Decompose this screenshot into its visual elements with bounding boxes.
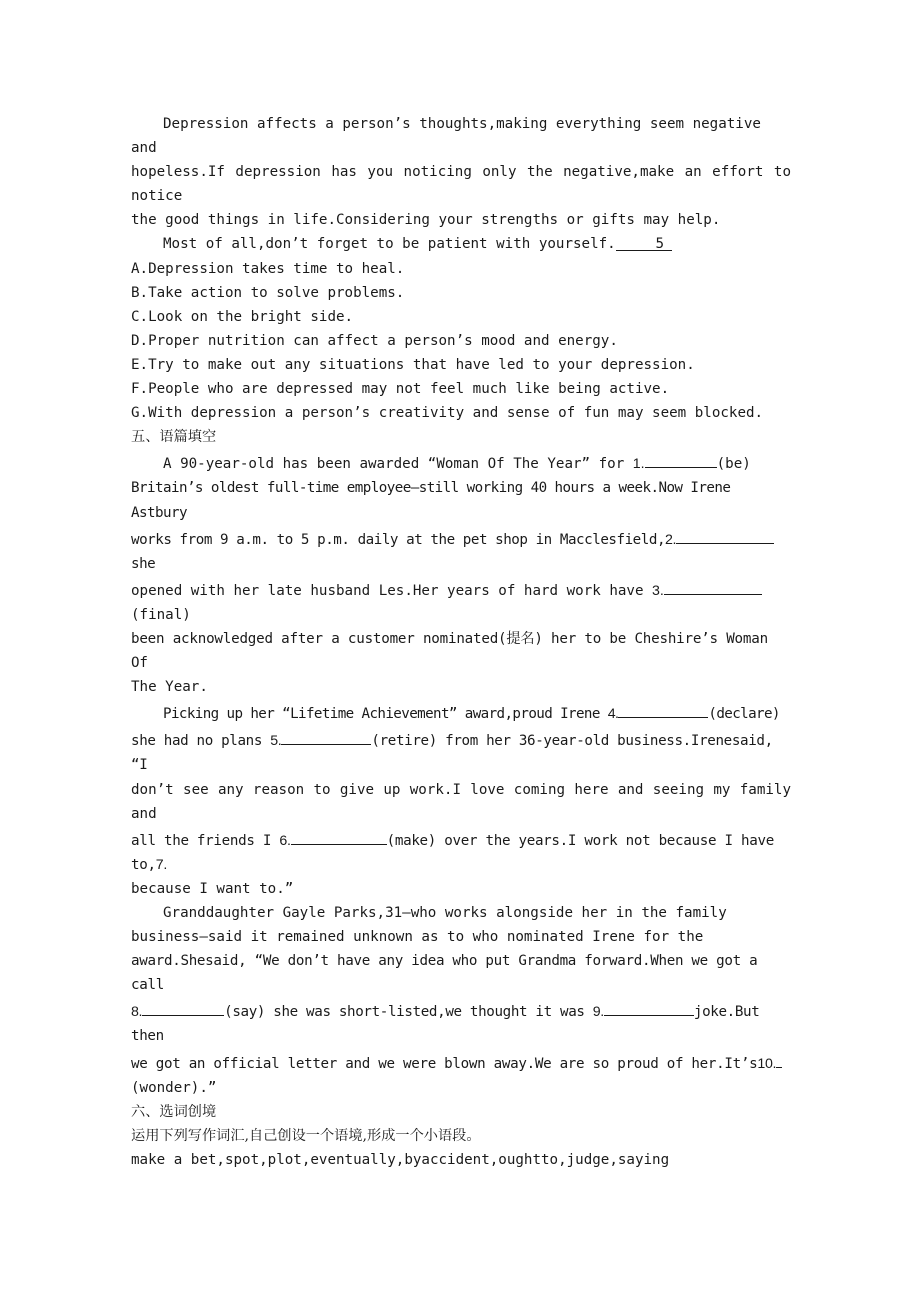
cloze-line — [131, 726, 791, 777]
option-item: F.People who are depressed may not feel much like being active. — [131, 381, 670, 398]
cloze-text: she — [131, 555, 156, 572]
answer-blank-1[interactable] — [645, 449, 717, 468]
cloze-hint: (declare) — [708, 706, 780, 723]
cloze-line — [131, 699, 791, 726]
cloze-text: opened with her late husband Les.Her years of hard work have — [131, 582, 653, 599]
cloze-line: been acknowledged after a customer nominated(提名) her to be Cheshire’s Woman Of — [131, 630, 768, 672]
cloze-text: all the friends I — [131, 832, 280, 849]
cloze-hint: (final) — [131, 606, 191, 623]
cloze-line: business—said it remained unknown as to who nominated Irene for the — [131, 929, 704, 946]
cloze-line — [131, 826, 791, 877]
cloze-text: works from 9 a.m. to 5 p.m. daily at the pet shop in Macclesfield, — [131, 531, 666, 548]
option-item: A.Depression takes time to heal. — [131, 260, 405, 277]
blank-number: 10. — [757, 1055, 777, 1072]
blank-number: 4. — [607, 706, 619, 723]
vocabulary-list: make a bet,spot,plot,eventually,byaccident,oughtto,judge,saying — [131, 1151, 670, 1168]
cloze-line: Britain’s oldest full-time employee—still working 40 hours a week.Now Irene Astbury — [131, 480, 731, 521]
cloze-hint: (retire) from her 36-year-old business.Irenesaid, “I — [131, 733, 773, 774]
cloze-hint: (be) — [716, 456, 751, 473]
reading-paragraph-line: Depression affects a person’s thoughts,making everything seem negative and — [131, 116, 761, 157]
answer-blank-4[interactable] — [618, 699, 708, 718]
reading-paragraph-text: Most of all,don’t forget to be patient with yourself. — [163, 236, 616, 253]
answer-blank-2[interactable] — [676, 525, 774, 544]
option-item: E.Try to make out any situations that have led to your depression. — [131, 356, 695, 373]
blank-number: 2. — [665, 531, 676, 548]
cloze-line: The Year. — [131, 679, 208, 696]
answer-blank-9[interactable] — [604, 997, 694, 1016]
reading-paragraph-line: hopeless.If depression has you noticing only the negative,make an effort to notice — [131, 164, 791, 205]
answer-blank-5[interactable]: 5 — [616, 232, 672, 251]
option-item: D.Proper nutrition can affect a person’s mood and energy. — [131, 332, 618, 349]
blank-number: 7. — [155, 856, 167, 873]
cloze-hint: (say) she was short-listed,we thought it was — [224, 1004, 593, 1021]
section-heading: 六、选词创境 — [131, 1103, 217, 1120]
answer-blank-6[interactable] — [291, 826, 387, 845]
cloze-line: don’t see any reason to give up work.I love coming here and seeing my family and — [131, 781, 791, 822]
document-page — [131, 112, 791, 1172]
cloze-line — [131, 997, 791, 1048]
cloze-line: because I want to.” — [131, 880, 294, 897]
blank-number: 6. — [279, 832, 291, 849]
option-item: C.Look on the bright side. — [131, 308, 354, 325]
cloze-line — [131, 576, 791, 627]
cloze-text: she had no plans — [131, 733, 271, 750]
blank-number: 3. — [652, 582, 664, 599]
cloze-text: joke.But then — [131, 1004, 760, 1045]
cloze-text: A 90-year-old has been awarded “Woman Of The Year” for — [163, 456, 633, 473]
option-item: B.Take action to solve problems. — [131, 284, 405, 301]
reading-paragraph-final — [131, 232, 791, 256]
cloze-line: (wonder).” — [131, 1079, 217, 1096]
blank-number: 8. — [131, 1004, 143, 1021]
cloze-text: we got an official letter and we were blown away.We are so proud of her.It’s — [131, 1055, 758, 1072]
cloze-line — [131, 449, 791, 476]
cloze-line — [131, 1049, 791, 1076]
answer-blank-5[interactable] — [281, 726, 371, 745]
answer-blank-10[interactable] — [776, 1049, 782, 1068]
cloze-line: award.Shesaid, “We don’t have any idea who put Grandma forward.When we got a call — [131, 953, 758, 994]
option-item: G.With depression a person’s creativity and sense of fun may seem blocked. — [131, 405, 764, 422]
reading-paragraph-line: the good things in life.Considering your strengths or gifts may help. — [131, 212, 721, 229]
answer-blank-3[interactable] — [664, 576, 762, 595]
cloze-text: Picking up her “Lifetime Achievement” award,proud Irene — [163, 706, 608, 723]
blank-number: 9. — [592, 1004, 604, 1021]
cloze-line: Granddaughter Gayle Parks,31—who works alongside her in the family — [163, 905, 727, 921]
blank-number: 1. — [632, 456, 645, 473]
section-instruction: 运用下列写作词汇,自己创设一个语境,形成一个小语段。 — [131, 1127, 481, 1144]
answer-blank-8[interactable] — [142, 997, 224, 1016]
cloze-hint: (make) over the years.I work not because I have to, — [131, 832, 774, 873]
cloze-line — [131, 525, 791, 576]
blank-number: 5. — [270, 733, 282, 750]
section-heading: 五、语篇填空 — [131, 429, 217, 446]
